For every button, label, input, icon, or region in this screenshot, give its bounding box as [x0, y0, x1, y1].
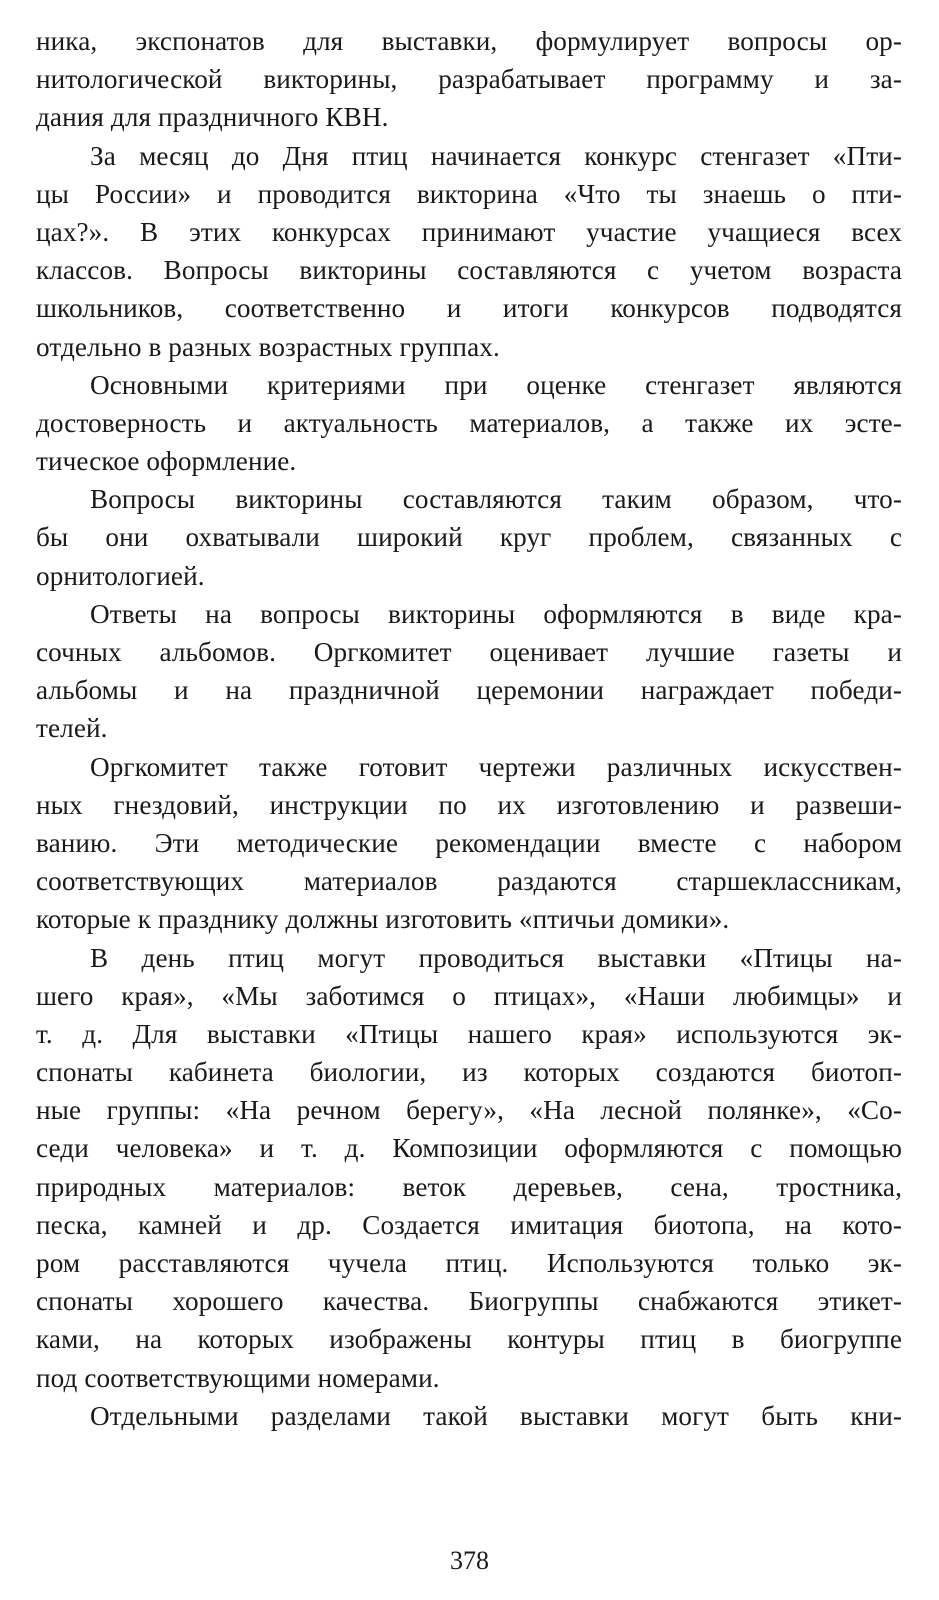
paragraph	[36, 1397, 902, 1435]
text-line: спонаты кабинета биологии, из которых создаются биотоп-	[36, 1057, 902, 1088]
page-number: 378	[450, 1546, 489, 1575]
text-line: цах?». В этих конкурсах принимают участие учащиеся всех	[36, 216, 902, 247]
text-line: ных гнездовий, инструкции по их изготовлению и развеши-	[36, 789, 902, 820]
paragraph	[36, 366, 902, 481]
text-line: цы России» и проводится викторина «Что ты знаешь о пти-	[36, 178, 902, 209]
paragraph	[36, 939, 902, 1397]
text-line: классов. Вопросы викторины составляются с учетом возраста	[36, 255, 902, 286]
text-line: ками, на которых изображены контуры птиц в биогруппе	[36, 1324, 902, 1355]
text-line: ванию. Эти методические рекомендации вместе с набором	[36, 827, 902, 858]
text-line: нитологической викторины, разрабатывает программу и за-	[36, 64, 902, 95]
paragraph	[36, 22, 902, 137]
text-line: ные группы: «На речном берегу», «На лесной полянке», «Со-	[36, 1095, 902, 1126]
text-line: Ответы на вопросы викторины оформляются в виде кра-	[90, 598, 902, 629]
text-line: телей.	[36, 713, 108, 744]
text-line: За месяц до Дня птиц начинается конкурс стенгазет «Пти-	[90, 140, 902, 171]
text-line: бы они охватывали широкий круг проблем, связанных с	[36, 522, 902, 553]
text-line: под соответствующими номерами.	[36, 1362, 440, 1393]
paragraph	[36, 480, 902, 595]
paragraph	[36, 748, 902, 939]
text-line: Вопросы викторины составляются таким образом, что-	[90, 484, 902, 515]
text-line: соответствующих материалов раздаются старшеклассникам,	[36, 866, 902, 897]
text-line: В день птиц могут проводиться выставки «Птицы на-	[90, 942, 902, 973]
paragraph	[36, 137, 902, 366]
text-line: орнитологией.	[36, 560, 205, 591]
text-line: достоверность и актуальность материалов, а также их эсте-	[36, 407, 902, 438]
text-line: песка, камней и др. Создается имитация биотопа, на кото-	[36, 1209, 902, 1240]
text-line: отдельно в разных возрастных группах.	[36, 331, 500, 362]
text-line: ром расставляются чучела птиц. Используются только эк-	[36, 1248, 902, 1278]
text-line: дания для праздничного КВН.	[36, 102, 389, 133]
paragraph	[36, 595, 902, 748]
text-line: Основными критериями при оценке стенгазет являются	[90, 369, 902, 400]
text-line: которые к празднику должны изготовить «птичьи домики».	[36, 904, 730, 935]
text-line: альбомы и на праздничной церемонии награждает победи-	[36, 675, 902, 706]
text-line: школьников, соответственно и итоги конкурсов подводятся	[36, 293, 902, 324]
text-line: ника, экспонатов для выставки, формулирует вопросы ор-	[36, 26, 902, 56]
text-line: т. д. Для выставки «Птицы нашего края» используются эк-	[36, 1018, 902, 1049]
text-line: седи человека» и т. д. Композиции оформляются с помощью	[36, 1133, 902, 1164]
page-body	[36, 22, 902, 1435]
text-line: спонаты хорошего качества. Биогруппы снабжаются этикет-	[36, 1286, 902, 1317]
text-line: природных материалов: веток деревьев, сена, тростника,	[36, 1171, 902, 1202]
text-line: шего края», «Мы заботимся о птицах», «Наши любимцы» и	[36, 980, 902, 1011]
text-line: тическое оформление.	[36, 446, 297, 477]
text-line: Оргкомитет также готовит чертежи различных искусствен-	[90, 751, 902, 782]
text-line: сочных альбомов. Оргкомитет оценивает лучшие газеты и	[36, 637, 902, 667]
text-line: Отдельными разделами такой выставки могут быть кни-	[90, 1400, 902, 1431]
